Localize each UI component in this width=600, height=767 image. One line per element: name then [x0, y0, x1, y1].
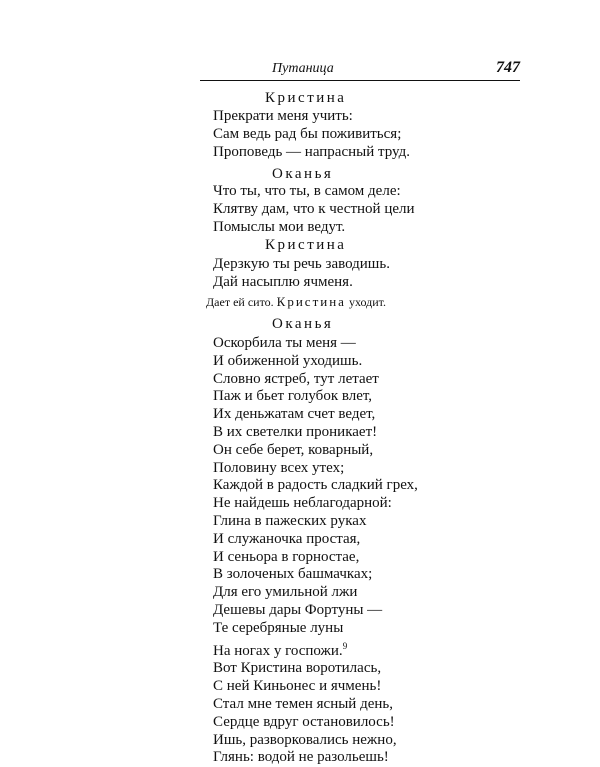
page-header: [200, 60, 520, 81]
speaker-name: Оканья: [272, 166, 334, 182]
verse-line: Каждой в радость сладкий грех,: [213, 477, 418, 494]
verse-line: Вот Кристина воротилась,: [213, 660, 382, 677]
verse-line: В золоченых башмачках;: [213, 566, 373, 583]
verse-line: Прекрати меня учить:: [213, 108, 353, 124]
verse-line: И служаночка простая,: [213, 530, 361, 547]
stage-direction: [206, 294, 386, 310]
verse-block: [213, 335, 418, 767]
stage-direction-text: уходит.: [348, 295, 387, 309]
verse-line: Сам ведь рад бы поживиться;: [213, 125, 402, 142]
verse-line: Паж и бьет голубок влет,: [213, 388, 373, 405]
verse-line: Не найдешь неблагодарной:: [213, 495, 392, 512]
verse-line: Дай насыплю ячменя.: [213, 273, 353, 290]
verse-line: Клятву дам, что к честной цели: [213, 200, 415, 217]
verse-line: Сердце вдруг остановилось!: [213, 713, 395, 730]
verse-line: Дешевы дары Фортуны —: [213, 601, 383, 618]
verse-line: Для его умильной лжи: [213, 584, 358, 601]
speaker-name: Оканья: [272, 316, 334, 332]
verse-line: Оскорбила ты меня —: [213, 335, 356, 351]
verse-line: Глина в пажеских руках: [213, 512, 367, 529]
verse-line: Стал мне темен ясный день,: [213, 695, 393, 712]
stage-direction-text: Дает ей сито.: [206, 295, 274, 309]
verse-line: Их деньжатам счет ведет,: [213, 406, 376, 423]
verse-block: [213, 108, 410, 161]
stage-direction-name: Кристина: [276, 294, 346, 309]
verse-line: Глянь: водой не разольешь!: [213, 749, 389, 766]
verse-line: Проповедь — напрасный труд.: [213, 143, 410, 160]
verse-line: На ногах у госпожи.$^9$: [213, 640, 348, 659]
verse-line: Половину всех утех;: [213, 459, 345, 476]
verse-line: В их светелки проникает!: [213, 423, 378, 440]
speaker-name: Кристина: [265, 90, 347, 106]
verse-line: Он себе берет, коварный,: [213, 441, 374, 458]
verse-line: И обиженной уходишь.: [213, 352, 363, 369]
verse-line: Словно ястреб, тут летает: [213, 370, 379, 387]
verse-block: [213, 256, 390, 292]
verse-block: [213, 183, 415, 236]
speaker-name: Кристина: [265, 237, 347, 253]
footnote-mark: 9: [342, 640, 348, 651]
verse-line: С ней Киньонес и ячмень!: [213, 678, 382, 695]
verse-line: Что ты, что ты, в самом деле:: [213, 183, 401, 199]
verse-line: Дерзкую ты речь заводишь.: [213, 256, 390, 272]
verse-line: Те серебряные луны: [213, 619, 344, 636]
running-title: Путаница: [272, 61, 334, 76]
verse-line: Помыслы мои ведут.: [213, 218, 346, 235]
page-number: 747: [496, 59, 520, 76]
verse-line: Ишь, разворковались нежно,: [213, 731, 397, 748]
verse-line: И сеньора в горностае,: [213, 548, 360, 565]
